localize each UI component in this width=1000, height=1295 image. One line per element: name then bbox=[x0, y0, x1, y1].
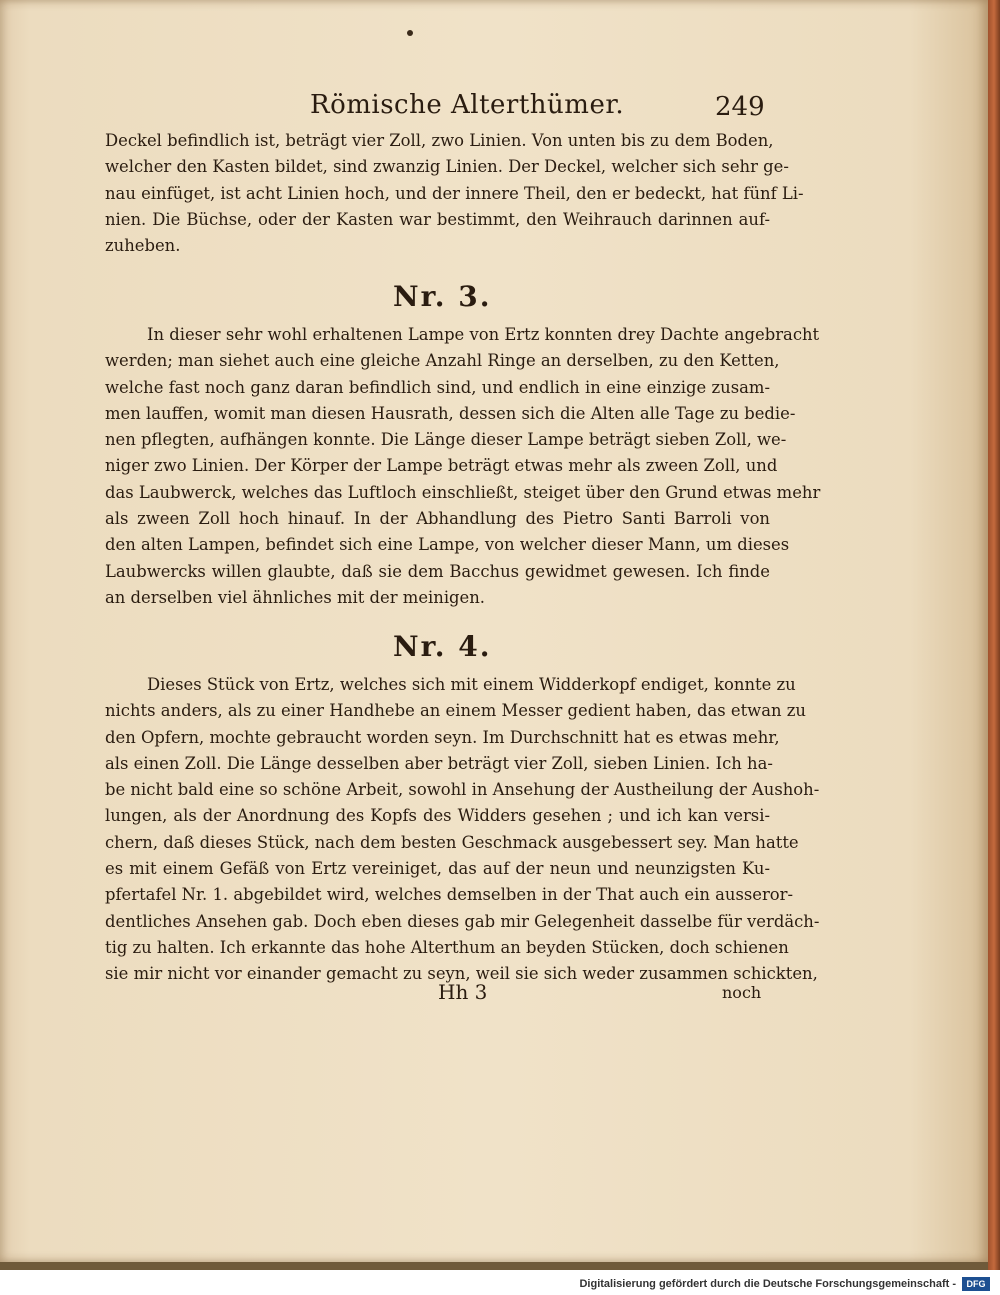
text-line: Laubwercks willen glaubte, daß sie dem Bacchus gewidmet gewesen. Ich finde bbox=[105, 561, 770, 581]
paragraph-1 bbox=[105, 128, 804, 259]
paragraph-3 bbox=[105, 672, 820, 988]
text-line: den Opfern, mochte gebraucht worden seyn. Im Durchschnitt hat es etwas mehr, bbox=[105, 727, 780, 747]
text-line: welche fast noch ganz daran befindlich sind, und endlich in eine einzige zusam- bbox=[105, 377, 770, 397]
text-line: an derselben viel ähnliches mit der meinigen. bbox=[105, 587, 486, 607]
text-line: als zween Zoll hoch hinauf. In der Abhandlung des Pietro Santi Barroli von bbox=[105, 509, 770, 529]
text-line: be nicht bald eine so schöne Arbeit, sowohl in Ansehung der Austheilung der Aushoh- bbox=[105, 780, 820, 800]
text-line: das Laubwerck, welches das Luftloch einschließt, steiget über den Grund etwas mehr bbox=[105, 482, 821, 502]
text-line: nichts anders, als zu einer Handhebe an einem Messer gedient haben, das etwan zu bbox=[105, 701, 806, 721]
text-line: Dieses Stück von Ertz, welches sich mit einem Widderkopf endiget, konnte zu bbox=[147, 675, 796, 694]
text-line: niger zwo Linien. Der Körper der Lampe beträgt etwas mehr als zween Zoll, und bbox=[105, 456, 778, 476]
digitization-note: Digitalisierung gefördert durch die Deutsche Forschungsgemeinschaft - bbox=[579, 1278, 956, 1290]
text-line: welcher den Kasten bildet, sind zwanzig Linien. Der Deckel, welcher sich sehr ge- bbox=[105, 157, 789, 177]
signature-mark: Hh 3 bbox=[438, 980, 488, 1004]
ink-dot bbox=[407, 30, 413, 36]
text-line: men lauffen, womit man diesen Hausrath, dessen sich die Alten alle Tage zu bedie- bbox=[105, 403, 796, 423]
text-line: Deckel befindlich ist, beträgt vier Zoll, zwo Linien. Von unten bis zu dem Boden, bbox=[105, 131, 774, 150]
text-line: nen pflegten, aufhängen konnte. Die Länge dieser Lampe beträgt sieben Zoll, we- bbox=[105, 430, 787, 450]
text-line: den alten Lampen, befindet sich eine Lampe, von welcher dieser Mann, um dieses bbox=[105, 535, 790, 555]
text-line: chern, daß dieses Stück, nach dem besten Geschmack ausgebessert sey. Man hatte bbox=[105, 832, 799, 852]
text-line: In dieser sehr wohl erhaltenen Lampe von Ertz konnten drey Dachte angebracht bbox=[147, 325, 820, 344]
dfg-logo-icon: DFG bbox=[962, 1277, 990, 1291]
text-line: dentliches Ansehen gab. Doch eben dieses gab mir Gelegenheit dasselbe für verdäch- bbox=[105, 911, 820, 931]
text-line: nien. Die Büchse, oder der Kasten war bestimmt, den Weihrauch darinnen auf- bbox=[105, 209, 770, 229]
text-line: sie mir nicht vor einander gemacht zu seyn, weil sie sich weder zusammen schickten, bbox=[105, 964, 818, 984]
book-edge bbox=[988, 0, 1000, 1270]
text-line: zuheben. bbox=[105, 236, 181, 256]
text-line: es mit einem Gefäß von Ertz vereiniget, das auf der neun und neunzigsten Ku- bbox=[105, 859, 770, 879]
page-number: 249 bbox=[715, 92, 765, 122]
text-line: nau einfüget, ist acht Linien hoch, und der innere Theil, den er bedeckt, hat fünf Li- bbox=[105, 183, 804, 203]
heading-nr-3: Nr. 3. bbox=[393, 280, 492, 313]
paragraph-2 bbox=[105, 322, 821, 611]
text-line: werden; man siehet auch eine gleiche Anzahl Ringe an derselben, zu den Ketten, bbox=[105, 351, 780, 371]
heading-nr-4: Nr. 4. bbox=[393, 630, 492, 663]
text-line: tig zu halten. Ich erkannte das hohe Alterthum an beyden Stücken, doch schienen bbox=[105, 937, 789, 957]
catchword: noch bbox=[722, 983, 762, 1002]
text-line: als einen Zoll. Die Länge desselben aber beträgt vier Zoll, sieben Linien. Ich ha- bbox=[105, 753, 773, 773]
text-line: pfertafel Nr. 1. abgebildet wird, welches demselben in der That auch ein ausseror- bbox=[105, 885, 794, 905]
text-line: lungen, als der Anordnung des Kopfs des Widders gesehen ; und ich kan versi- bbox=[105, 806, 770, 826]
running-title: Römische Alterthümer. bbox=[310, 90, 625, 120]
